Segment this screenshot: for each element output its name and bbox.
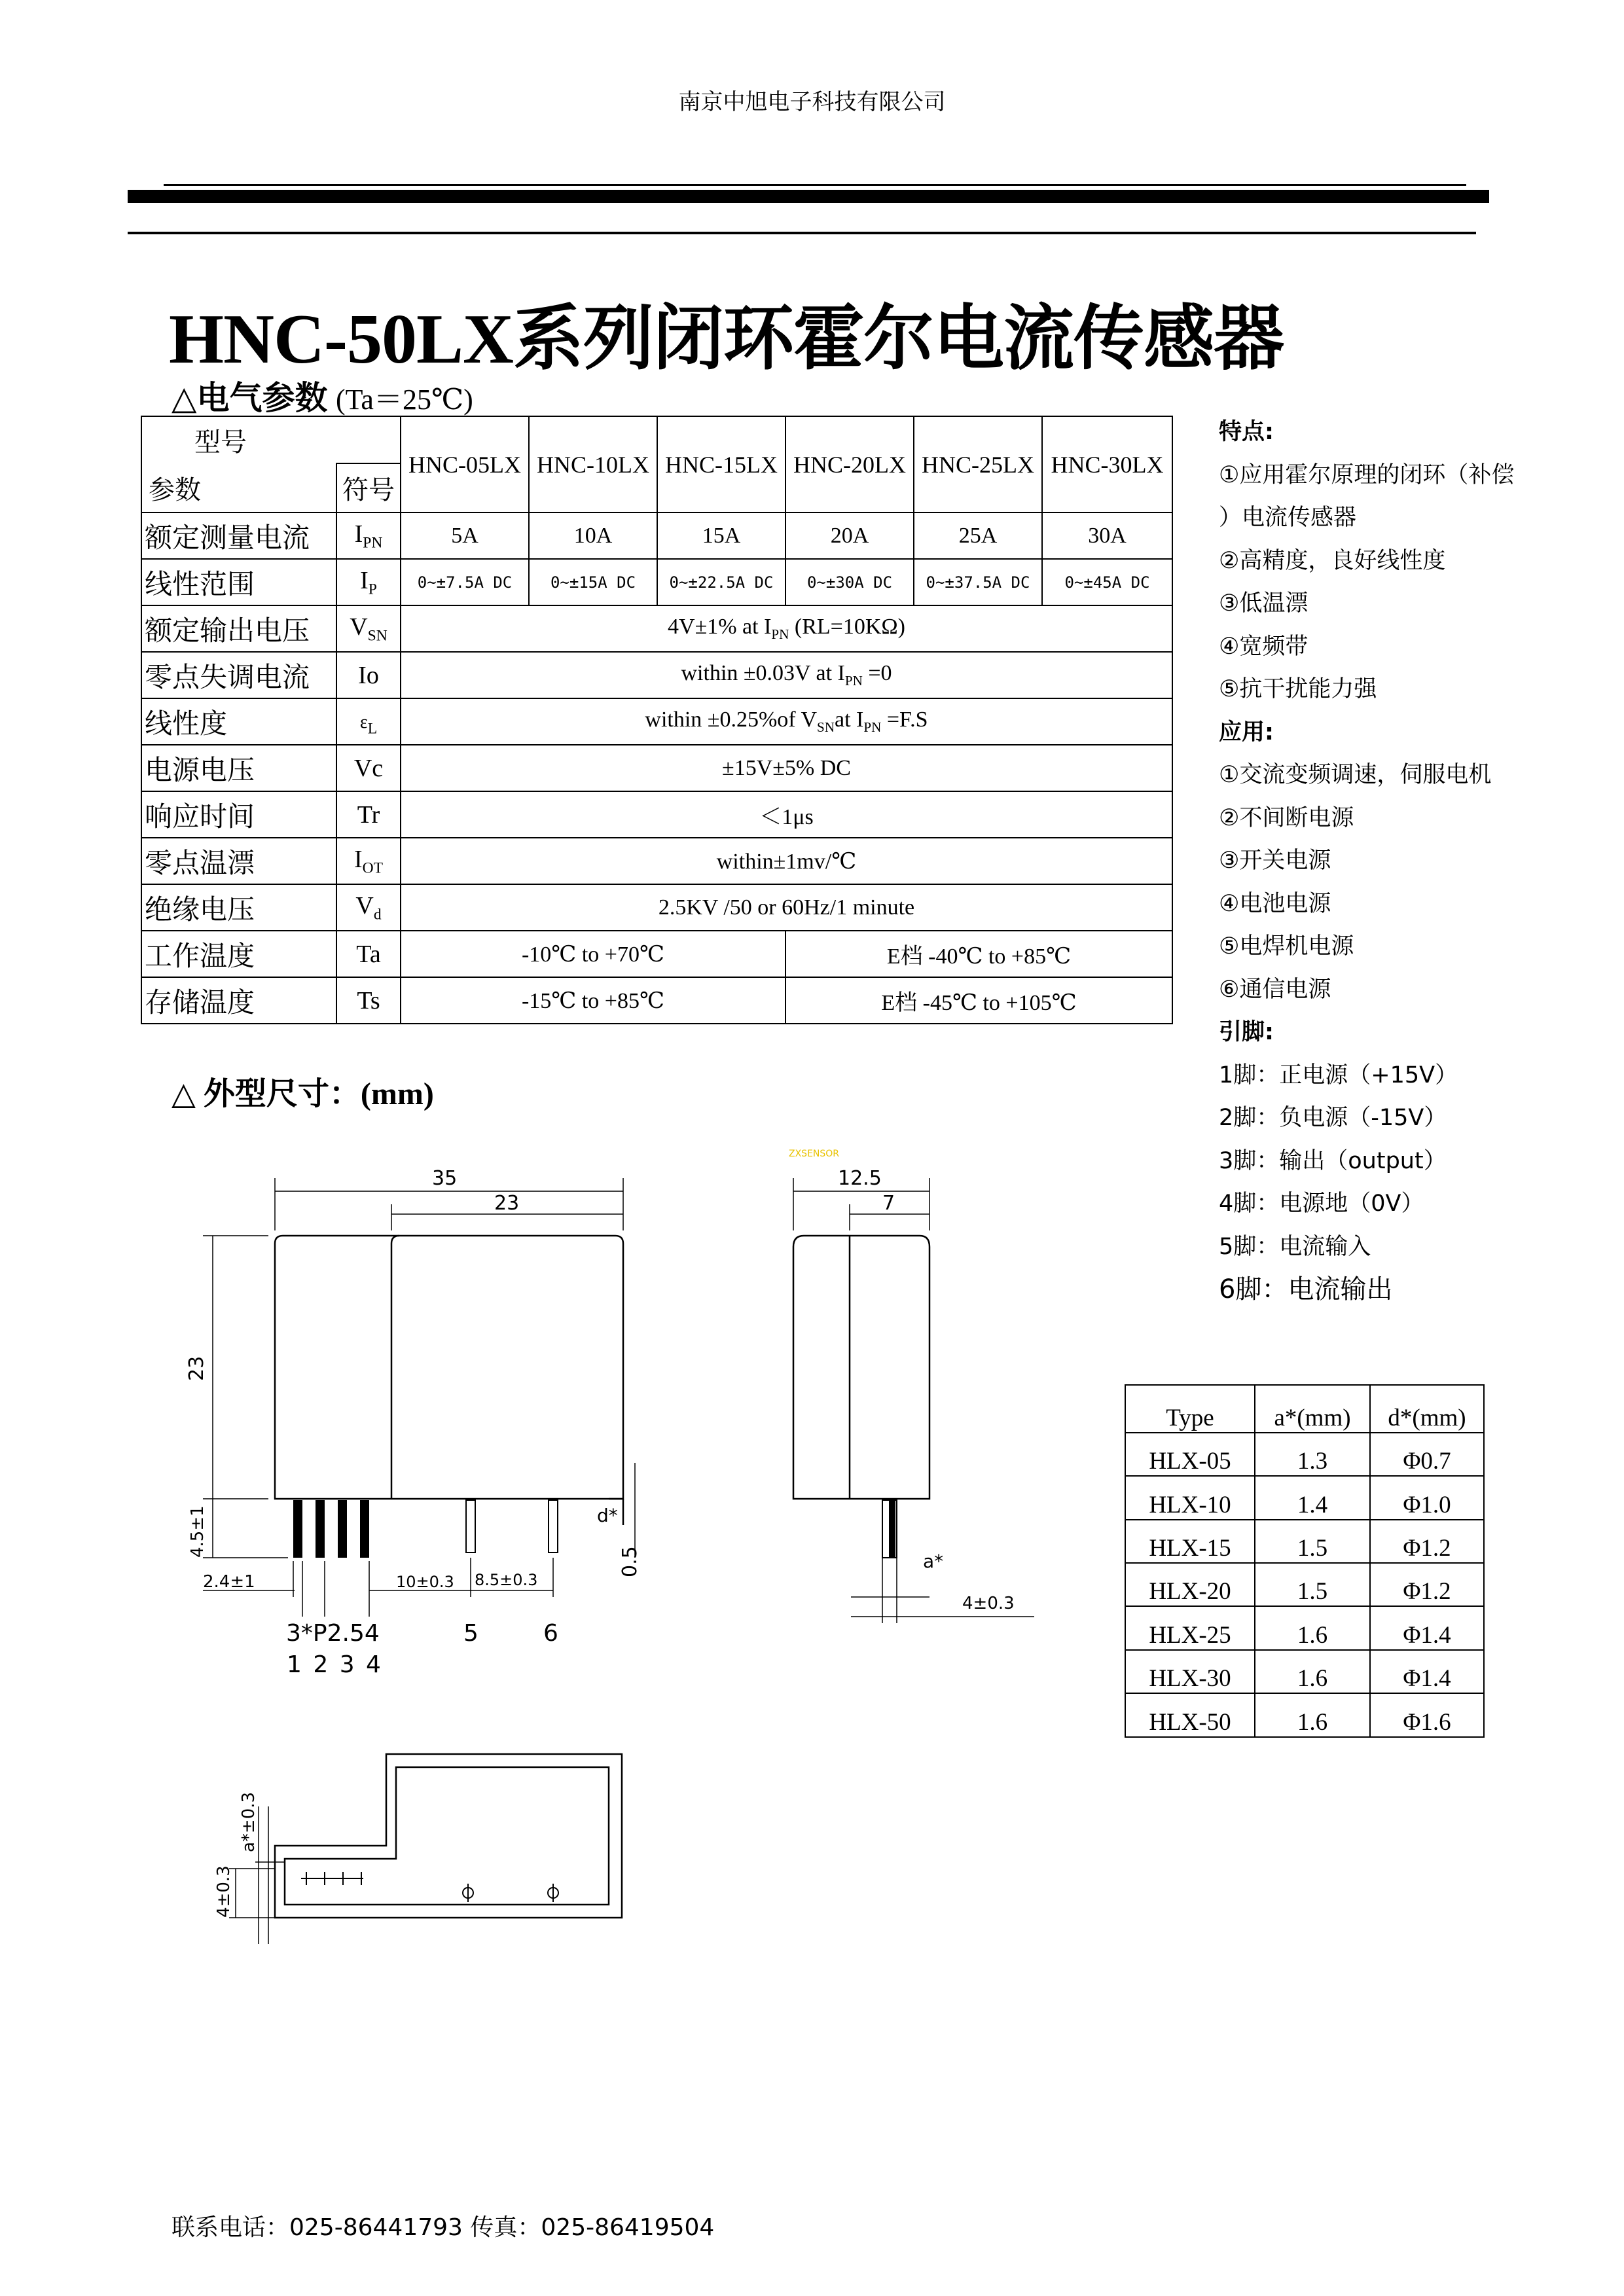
pin-5 [466,1500,475,1552]
dim-12-5: 12.5 [838,1167,882,1190]
side-dimension-labels [838,1167,1015,1613]
dimension-lines [203,1178,635,1617]
spec-table [141,416,1173,1024]
dim-a-star: a* [923,1551,944,1572]
table-row [141,652,1172,698]
param-name: 线性范围 [141,559,336,605]
table-cell: 1.3 [1255,1433,1370,1476]
table-cell: E档 -40℃ to +85℃ [785,931,1172,977]
dim-35: 35 [432,1167,458,1190]
list-item: 4脚：电源地（0V） [1219,1191,1424,1217]
table-cell: 0~±37.5A DC [914,559,1042,605]
front-view-drawing [164,1165,727,1676]
column-header: Type [1125,1385,1255,1433]
list-item: ③开关电源 [1219,848,1331,874]
watermark-text: ZXSENSOR [789,1149,840,1159]
list-item: ⑤抗干扰能力强 [1219,676,1377,702]
table-row [141,698,1172,745]
table-cell: Φ1.2 [1370,1563,1484,1606]
table-cell: 10A [529,512,657,559]
pin-numbers: 1 2 3 4 [287,1651,381,1676]
dim-d-star: d* [597,1505,618,1526]
table-cell: within ±0.25%of $V_{SN}at$ $I_{PN} =F.S$ [401,698,1172,745]
model-header: HNC-30LX [1042,416,1172,512]
pin-2 [316,1500,325,1558]
table-row [1125,1650,1484,1693]
pins-heading: 引脚: [1219,1019,1274,1045]
bottom-pins [301,1872,558,1902]
list-item: ①交流变频调速，伺服电机 [1219,762,1492,788]
dim-4-bottom: 4±0.3 [214,1865,234,1918]
param-symbol: $I_{PN}$ [336,512,401,559]
table-cell: Φ1.0 [1370,1476,1484,1519]
param-name: 额定输出电压 [141,605,336,652]
header-rule-thick [128,190,1489,203]
bottom-view-outline [275,1754,622,1918]
table-row [1125,1520,1484,1563]
side-dimension-lines [793,1178,1034,1623]
dim-a-star-bottom: a*±0.3 [239,1791,259,1852]
param-symbol: Ts [336,977,401,1024]
list-item: 5脚：电流输入 [1219,1233,1371,1260]
pin-1 [293,1500,302,1558]
param-symbol: $\varepsilon_L$ [336,698,401,745]
table-row [1125,1693,1484,1737]
dim-4-side: 4±0.3 [962,1594,1015,1613]
list-item: 3脚：输出（output） [1219,1147,1447,1174]
bottom-view-drawing [164,1741,661,1964]
company-name: 南京中旭电子科技有限公司 [678,89,946,115]
table-cell: HLX-20 [1125,1563,1255,1606]
param-symbol: Ta [336,931,401,977]
table-row [1125,1563,1484,1606]
param-symbol: $V_d$ [336,884,401,931]
front-view-outline [275,1236,623,1525]
table-cell: 1.6 [1255,1606,1370,1649]
dim-23-height: 23 [185,1355,208,1381]
table-cell: 2.5KV /50 or 60Hz/1 minute [401,884,1172,931]
dimensions-section-heading: △ 外型尺寸：(mm) [171,1077,434,1111]
param-name: 工作温度 [141,931,336,977]
param-symbol: $I_P$ [336,559,401,605]
model-label: 型号 [141,416,401,463]
table-row [141,838,1172,884]
table-cell: HLX-05 [1125,1433,1255,1476]
features-heading: 特点: [1219,419,1274,445]
column-header: d*(mm) [1370,1385,1484,1433]
side-view-outline [793,1236,929,1499]
list-item: 6脚：电流输出 [1219,1274,1393,1304]
table-row [141,884,1172,931]
dim-8-5: 8.5±0.3 [475,1571,538,1589]
param-name: 零点失调电流 [141,652,336,698]
table-row [1125,1476,1484,1519]
table-cell: ＜1μs [401,791,1172,838]
param-symbol: $V_{SN}$ [336,605,401,652]
dim-7: 7 [882,1192,895,1215]
table-cell: within±1mv/℃ [401,838,1172,884]
pin-6 [549,1500,558,1552]
table-cell: Φ1.2 [1370,1520,1484,1563]
table-cell: Φ1.4 [1370,1650,1484,1693]
table-row [141,931,1172,977]
pin-group-1-4 [293,1500,369,1558]
pin-5-label: 5 [463,1620,478,1647]
applications-heading: 应用: [1219,719,1274,745]
table-cell: -10℃ to +70℃ [401,931,785,977]
pin-size-table [1125,1384,1485,1738]
table-cell: 1.5 [1255,1520,1370,1563]
dimension-labels [185,1167,641,1676]
table-cell: 15A [657,512,785,559]
table-cell: 1.4 [1255,1476,1370,1519]
table-cell: 1.6 [1255,1650,1370,1693]
column-header: a*(mm) [1255,1385,1370,1433]
list-item: ②高精度，良好线性度 [1219,547,1446,574]
table-cell: HLX-50 [1125,1693,1255,1737]
table-cell: Φ1.4 [1370,1606,1484,1649]
table-cell: 0~±7.5A DC [401,559,529,605]
param-label: 参数 [141,463,336,512]
table-cell: HLX-30 [1125,1650,1255,1693]
table-cell: -15℃ to +85℃ [401,977,785,1024]
table-row [141,977,1172,1024]
table-cell: 30A [1042,512,1172,559]
list-item: ）电流传感器 [1219,505,1357,531]
list-item: ①应用霍尔原理的闭环（补偿 [1219,461,1515,488]
param-name: 零点温漂 [141,838,336,884]
table-row [141,512,1172,559]
pin-6-label: 6 [543,1620,558,1647]
param-name: 线性度 [141,698,336,745]
table-row [141,416,1172,463]
param-name: 电源电压 [141,745,336,791]
model-header: HNC-20LX [785,416,914,512]
table-cell: HLX-15 [1125,1520,1255,1563]
table-cell: 0~±22.5A DC [657,559,785,605]
param-symbol: Vc [336,745,401,791]
table-cell: 0~±30A DC [785,559,914,605]
pin-4 [360,1500,369,1558]
table-cell: E档 -45℃ to +105℃ [785,977,1172,1024]
table-cell: HLX-10 [1125,1476,1255,1519]
dim-10: 10±0.3 [396,1573,454,1591]
param-name: 额定测量电流 [141,512,336,559]
table-row [141,605,1172,652]
list-item: ③低温漂 [1219,590,1308,617]
header-rule-thin-bottom [128,232,1476,234]
list-item: 2脚：负电源（-15V） [1219,1105,1447,1131]
electrical-heading-text: △电气参数 [171,380,328,416]
list-item: 1脚：正电源（+15V） [1219,1062,1458,1088]
table-cell: 4V±1% at $I_{PN}$ (RL=10KΩ) [401,605,1172,652]
table-cell: 0~±45A DC [1042,559,1172,605]
list-item: ④电池电源 [1219,890,1331,917]
dim-2-4: 2.4±1 [203,1572,255,1592]
table-row [1125,1385,1484,1433]
table-cell: 1.6 [1255,1693,1370,1737]
list-item: ②不间断电源 [1219,804,1354,831]
param-name: 存储温度 [141,977,336,1024]
model-header: HNC-25LX [914,416,1042,512]
param-symbol: $I_{OT}$ [336,838,401,884]
table-cell: 25A [914,512,1042,559]
dim-23-width: 23 [494,1192,520,1215]
pitch-label: 3*P2.54 [286,1620,380,1647]
list-item: ④宽频带 [1219,633,1308,660]
table-cell: Φ1.6 [1370,1693,1484,1737]
table-row [141,745,1172,791]
table-cell: 0~±15A DC [529,559,657,605]
table-row [1125,1433,1484,1476]
table-cell: 20A [785,512,914,559]
table-row [1125,1606,1484,1649]
model-header: HNC-05LX [401,416,529,512]
list-item: ⑤电焊机电源 [1219,933,1354,960]
pin-group-5-6 [466,1500,558,1552]
dim-0-5: 0.5 [619,1546,641,1577]
param-name: 响应时间 [141,791,336,838]
header-rule-thin-top [164,184,1466,186]
dim-4-5: 4.5±1 [188,1505,208,1558]
table-row [141,559,1172,605]
table-cell: Φ0.7 [1370,1433,1484,1476]
right-column [1219,411,1612,1312]
page-title: HNC-50LX系列闭环霍尔电流传感器 [169,300,1284,378]
pin-3 [338,1500,347,1558]
list-item: ⑥通信电源 [1219,976,1331,1003]
symbol-label: 符号 [336,463,401,512]
param-symbol: Io [336,652,401,698]
param-symbol: Tr [336,791,401,838]
side-view-drawing [772,1165,1047,1649]
footer-contact: 联系电话：025-86441793 传真：025-86419504 [171,2214,715,2241]
table-row [141,791,1172,838]
bottom-dimension-labels [214,1792,259,1918]
electrical-section-heading [171,372,473,419]
electrical-condition: (Ta＝25℃) [335,384,473,416]
table-cell: 1.5 [1255,1563,1370,1606]
side-pin-fill [889,1500,895,1558]
param-name: 绝缘电压 [141,884,336,931]
table-cell: 5A [401,512,529,559]
table-cell: ±15V±5% DC [401,745,1172,791]
table-cell: within ±0.03V at $I_{PN} =0$ [401,652,1172,698]
model-header: HNC-15LX [657,416,785,512]
model-header: HNC-10LX [529,416,657,512]
table-cell: HLX-25 [1125,1606,1255,1649]
